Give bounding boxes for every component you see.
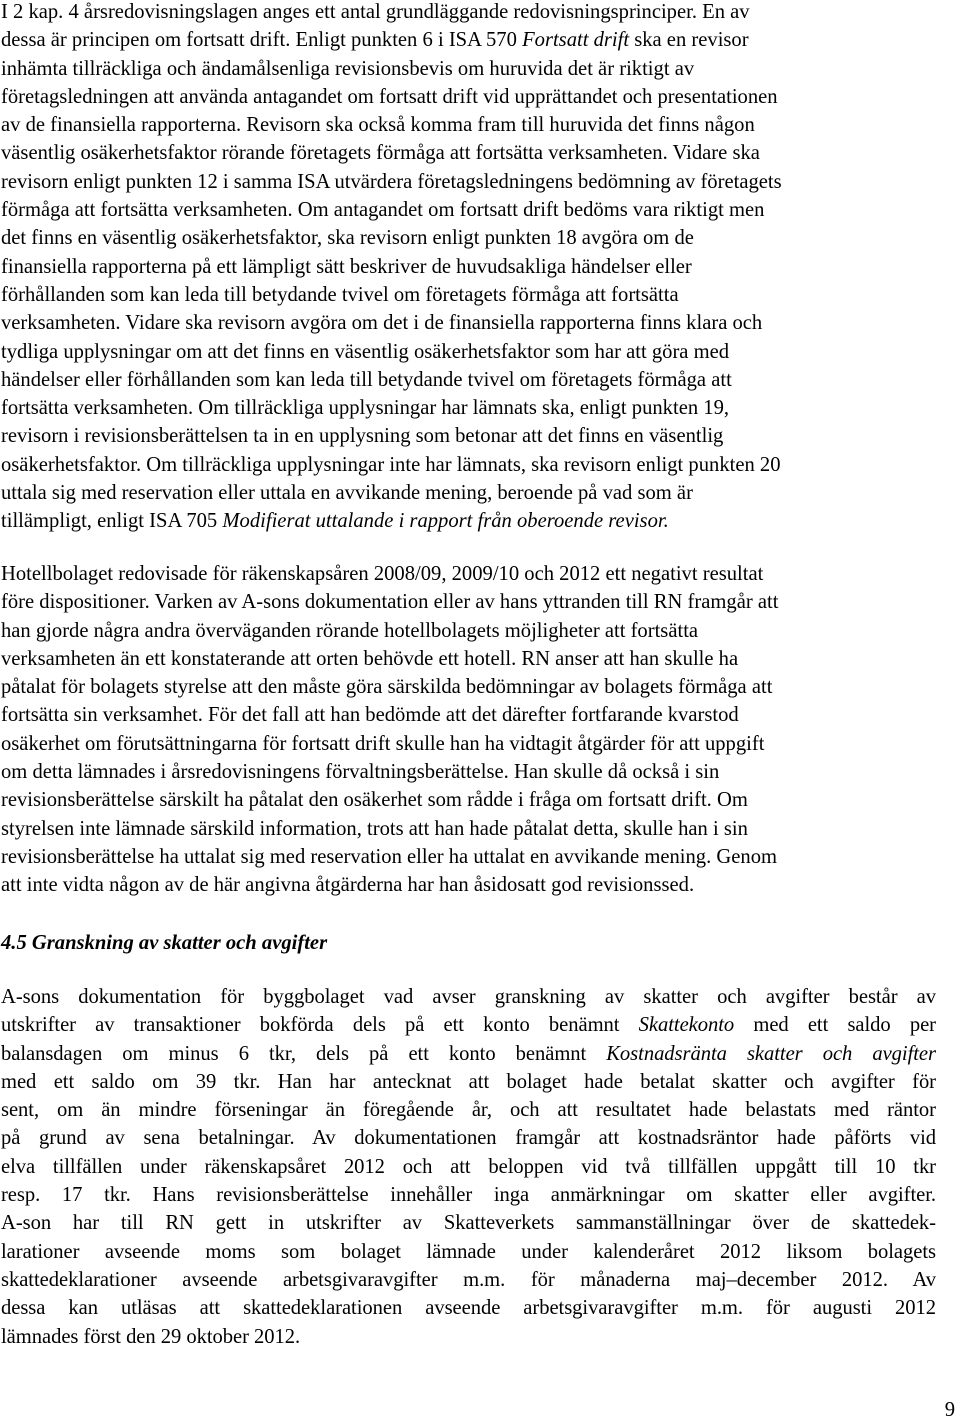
text-line [1,451,936,479]
text-line [1,139,936,167]
text-segment: osäkerhetsfaktor. Om tillräckliga upplysningar inte har lämnats, ska revisorn enligt punkten 20 [1,453,781,476]
text-segment: dessa kan utläsas att skattedeklarationen avseende arbetsgivaravgifter m.m. för augusti 2012 [1,1297,936,1320]
text-line [1,422,936,450]
text-segment: lämnades först den 29 oktober 2012. [1,1325,301,1348]
text-line [1,196,936,224]
text-line [1,1096,936,1124]
text-segment: av de finansiella rapporterna. Revisorn ska också komma fram till huruvida det finns någon [1,114,755,137]
text-segment: resp. 17 tkr. Hans revisionsberättelse innehåller inga anmärkningar om skatter eller avgifter. [1,1184,936,1207]
text-line [1,617,936,645]
text-segment: att inte vidta någon av de här angivna åtgärderna har han åsidosatt god revisionssed. [1,874,695,897]
text-line [1,1011,936,1039]
text-line [1,1323,936,1351]
text-segment: uttala sig med reservation eller uttala en avvikande mening, beroende på vad som är [1,482,693,505]
text-line [1,1124,936,1152]
text-line [1,224,936,252]
text-line [1,1181,936,1209]
text-line [1,701,936,729]
text-segment: det finns en väsentlig osäkerhetsfaktor, ska revisorn enligt punkten 18 avgöra om de [1,227,694,250]
text-segment: verksamheten. Vidare ska revisorn avgöra om det i de finansiella rapporterna finns klara och [1,312,763,335]
text-line [1,1238,936,1266]
text-segment: revisionsberättelse ha uttalat sig med reservation eller ha uttalat en avvikande mening. Genom [1,845,778,868]
text-line [1,1294,936,1322]
text-line [1,673,936,701]
text-line [1,55,936,83]
page-number: 9 [944,1399,955,1421]
italic-text: Kostnadsränta skatter och avgifter [606,1042,936,1065]
text-segment: A-son har till RN gett in utskrifter av Skatteverkets sammanställningar över de skattedek- [1,1212,936,1235]
text-segment: förhållanden som kan leda till betydande tvivel om företagets förmåga att fortsätta [1,283,679,306]
text-line [1,309,936,337]
text-segment: tillämpligt, enligt ISA 705 [1,510,223,533]
text-segment: I 2 kap. 4 årsredovisningslagen anges ett antal grundläggande redovisningsprinciper. En av [1,1,750,23]
text-line [1,394,936,422]
text-segment: larationer avseende moms som bolaget lämnade under kalenderåret 2012 liksom bolagets [1,1240,936,1263]
text-segment: sent, om än mindre förseningar än föregående år, och att resultatet hade belastats med räntor [1,1099,936,1122]
text-segment: revisorn i revisionsberättelsen ta in en upplysning som betonar att det finns en väsentlig [1,425,724,448]
text-line [1,758,936,786]
text-line [1,730,936,758]
text-line [1,645,936,673]
text-segment: med ett saldo per [734,1014,936,1037]
text-segment: styrelsen inte lämnade särskild information, trots att han hade påtalat detta, skulle han i sin [1,817,748,840]
text-segment: osäkerhet om förutsättningarna för fortsatt drift skulle han ha vidtagit åtgärder för att uppgift [1,732,765,755]
text-segment: fortsätta verksamheten. Om tillräckliga upplysningar har lämnats ska, enligt punkten 19, [1,397,730,420]
text-segment: händelser eller förhållanden som kan leda till betydande tvivel om företagets förmåga att [1,368,732,391]
text-segment: på grund av sena betalningar. Av dokumentationen framgår att kostnadsräntor hade påförts vid [1,1127,936,1150]
text-segment: företagsledningen att använda antagandet om fortsatt drift vid upprättandet och presentationen [1,85,778,108]
text-line [1,1068,936,1096]
paragraph-going-concern-principle [1,0,936,536]
text-line [1,366,936,394]
text-segment: inhämta tillräckliga och ändamålsenliga revisionsbevis om huruvida det är riktigt av [1,57,695,80]
text-line [1,786,936,814]
text-segment: påtalat för bolagets styrelse att den måste göra särskilda bedömningar av bolagets förmåga att [1,676,773,699]
text-segment: före dispositioner. Varken av A-sons dokumentation eller av hans yttranden till RN framgår att [1,591,779,614]
text-segment: förmåga att fortsätta verksamheten. Om antagandet om fortsatt drift bedöms vara riktigt men [1,199,765,222]
text-line [1,111,936,139]
text-segment: elva tillfällen under räkenskapsåret 2012 och att beloppen vid två tillfällen uppgått till 10 tkr [1,1155,936,1178]
text-line [1,588,936,616]
text-line [1,983,936,1011]
text-line [1,338,936,366]
text-line [1,26,936,54]
text-segment: väsentlig osäkerhetsfaktor rörande företagets förmåga att fortsätta verksamheten. Vidare ska [1,142,760,165]
paragraph-tax-review [1,983,936,1351]
text-segment: Hotellbolaget redovisade för räkenskapsåren 2008/09, 2009/10 och 2012 ett negativt resultat [1,563,764,585]
text-line [1,1040,936,1068]
text-segment: skattedeklarationer avseende arbetsgivaravgifter m.m. för månaderna maj–december 2012. Av [1,1268,936,1291]
text-segment: om detta lämnades i årsredovisningens förvaltningsberättelse. Han skulle då också i sin [1,761,720,784]
text-line [1,253,936,281]
text-line [1,1266,936,1294]
paragraph-hotel-company-assessment [1,560,936,900]
text-segment: dessa är principen om fortsatt drift. Enligt punkten 6 i ISA 570 [1,29,523,52]
section-heading: 4.5 Granskning av skatter och avgifter [1,932,328,954]
text-segment: revisionsberättelse särskilt ha påtalat den osäkerhet som rådde i fråga om fortsatt drift. Om [1,789,748,812]
text-segment: verksamheten än ett konstaterande att orten behövde ett hotell. RN anser att han skulle ha [1,647,739,670]
text-segment: revisorn enligt punkten 12 i samma ISA utvärdera företagsledningens bedömning av företagets [1,170,782,193]
italic-text: Skattekonto [638,1014,735,1037]
text-segment: fortsätta sin verksamhet. För det fall att han bedömde att det därefter fortfarande kvarstod [1,704,739,727]
text-line [1,815,936,843]
text-line [1,83,936,111]
text-segment: utskrifter av transaktioner bokförda dels på ett konto benämnt [1,1014,639,1037]
text-segment: A-sons dokumentation för byggbolaget vad avser granskning av skatter och avgifter består av [1,986,936,1008]
italic-text: Fortsatt drift [522,29,630,52]
text-segment: balansdagen om minus 6 tkr, dels på ett konto benämnt [1,1042,607,1065]
text-line [1,507,936,535]
text-line [1,0,936,26]
italic-text: Modifierat uttalande i rapport från oberoende revisor. [222,510,669,533]
text-line [1,1153,936,1181]
text-segment: han gjorde några andra överväganden rörande hotellbolagets möjligheter att fortsätta [1,619,699,642]
text-line [1,168,936,196]
text-line [1,843,936,871]
text-segment: ska en revisor [629,29,749,52]
text-line [1,479,936,507]
text-line [1,560,936,588]
text-segment: finansiella rapporterna på ett lämpligt sätt beskriver de huvudsakliga händelser eller [1,255,692,278]
text-line [1,281,936,309]
text-segment: med ett saldo om 39 tkr. Han har antecknat att bolaget hade betalat skatter och avgifter för [1,1070,936,1093]
text-line [1,1209,936,1237]
text-line [1,871,936,899]
text-segment: tydliga upplysningar om att det finns en väsentlig osäkerhetsfaktor som har att göra med [1,340,730,363]
